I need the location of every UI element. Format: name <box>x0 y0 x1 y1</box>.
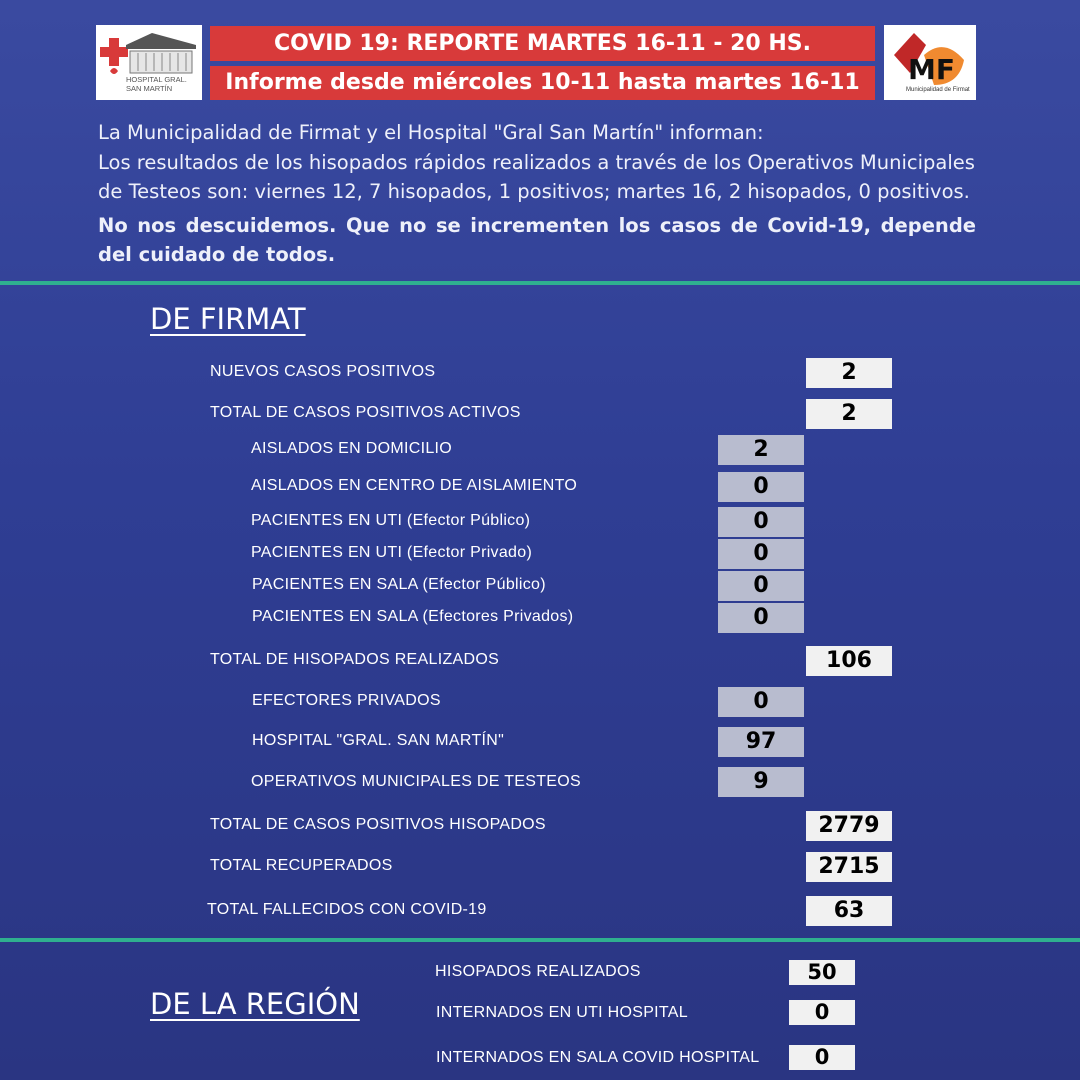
label-centro: AISLADOS EN CENTRO DE AISLAMIENTO <box>251 477 578 494</box>
label-sala-privados: PACIENTES EN SALA (Efectores Privados) <box>252 608 574 625</box>
value-recuperados: 2715 <box>806 852 892 882</box>
value-operativos: 9 <box>718 767 804 797</box>
label-sala-publico: PACIENTES EN SALA (Efector Público) <box>252 576 546 593</box>
divider-bottom <box>0 938 1080 942</box>
value-hisopados: 106 <box>806 646 892 676</box>
divider-top <box>0 281 1080 285</box>
warning-text: No nos descuidemos. Que no se incrementen los casos de Covid-19, depende del cuidado de todos. <box>98 214 976 266</box>
section-title-region: DE LA REGIÓN <box>150 987 360 1021</box>
value-efectores-privados: 0 <box>718 687 804 717</box>
intro-text: La Municipalidad de Firmat y el Hospital "Gral San Martín" informan: <box>98 121 764 144</box>
value-domicilio: 2 <box>718 435 804 465</box>
value-region-sala: 0 <box>789 1045 855 1070</box>
label-operativos: OPERATIVOS MUNICIPALES DE TESTEOS <box>251 773 581 790</box>
label-hospital: HOSPITAL "GRAL. SAN MARTÍN" <box>252 732 505 749</box>
hospital-logo-text: HOSPITAL GRAL. SAN MARTÍN <box>126 75 187 93</box>
value-fallecidos: 63 <box>806 896 892 926</box>
results-text: Los resultados de los hisopados rápidos realizados a través de los Operativos Municipales de Testeos son: viernes 12, 7 hisopados, 1 positivos; martes 16, 2 hisopados, 0 positivos. <box>98 151 975 203</box>
mf-logo-text: MF <box>908 53 955 86</box>
label-region-hisopados: HISOPADOS REALIZADOS <box>435 963 641 980</box>
hospital-logo <box>96 25 202 100</box>
value-region-hisopados: 50 <box>789 960 855 985</box>
value-uti-publico: 0 <box>718 507 804 537</box>
label-region-sala: INTERNADOS EN SALA COVID HOSPITAL <box>436 1049 760 1066</box>
label-hisopados: TOTAL DE HISOPADOS REALIZADOS <box>210 651 500 668</box>
label-uti-publico: PACIENTES EN UTI (Efector Público) <box>251 512 531 529</box>
value-hospital: 97 <box>718 727 804 757</box>
report-period: Informe desde miércoles 10-11 hasta martes 16-11 <box>210 66 875 100</box>
label-activos: TOTAL DE CASOS POSITIVOS ACTIVOS <box>210 404 521 421</box>
label-positivos-hisopados: TOTAL DE CASOS POSITIVOS HISOPADOS <box>210 816 546 833</box>
value-sala-publico: 0 <box>718 571 804 601</box>
value-centro: 0 <box>718 472 804 502</box>
label-nuevos-casos: NUEVOS CASOS POSITIVOS <box>210 363 436 380</box>
value-sala-privados: 0 <box>718 603 804 633</box>
mf-logo-caption: Municipalidad de Firmat <box>906 87 970 93</box>
label-fallecidos: TOTAL FALLECIDOS CON COVID-19 <box>207 901 487 918</box>
label-recuperados: TOTAL RECUPERADOS <box>210 857 393 874</box>
label-domicilio: AISLADOS EN DOMICILIO <box>251 440 453 457</box>
municipalidad-logo <box>884 25 976 100</box>
value-positivos-hisopados: 2779 <box>806 811 892 841</box>
section-title-firmat: DE FIRMAT <box>150 302 306 336</box>
label-region-uti: INTERNADOS EN UTI HOSPITAL <box>436 1004 688 1021</box>
value-nuevos-casos: 2 <box>806 358 892 388</box>
label-uti-privado: PACIENTES EN UTI (Efector Privado) <box>251 544 533 561</box>
value-region-uti: 0 <box>789 1000 855 1025</box>
value-uti-privado: 0 <box>718 539 804 569</box>
label-efectores-privados: EFECTORES PRIVADOS <box>252 692 441 709</box>
report-title: COVID 19: REPORTE MARTES 16-11 - 20 HS. <box>210 26 875 61</box>
value-activos: 2 <box>806 399 892 429</box>
